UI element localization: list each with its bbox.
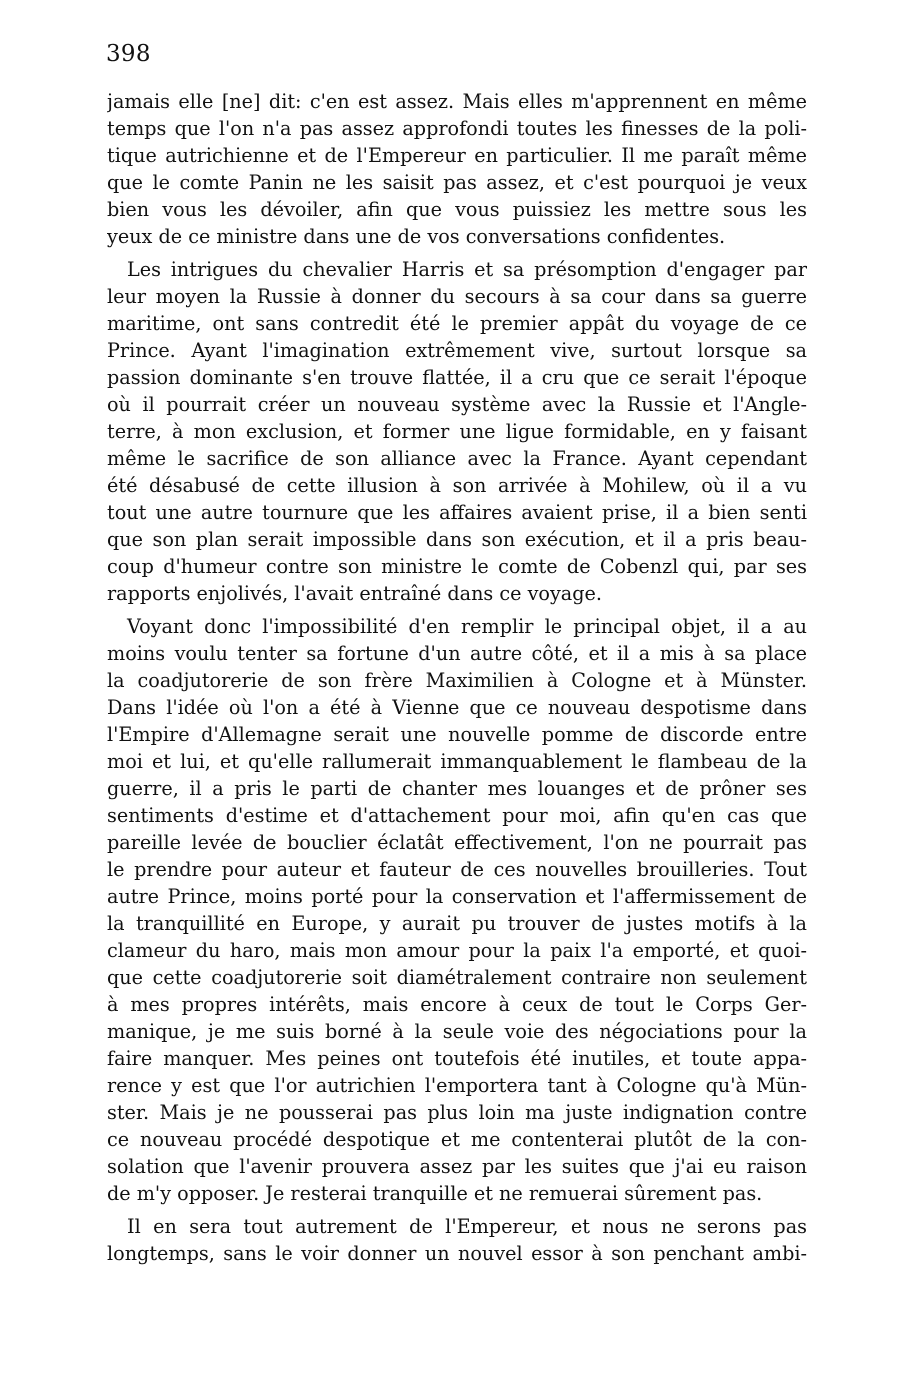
text-line: temps que l'on n'a pas assez approfondi toutes les finesses de la poli- [107,117,807,140]
text-line: le prendre pour auteur et fauteur de ces nouvelles brouilleries. Tout [107,858,807,881]
text-line: que cette coadjutorerie soit diamétralement contraire non seulement [107,966,807,989]
text-line: bien vous les dévoiler, afin que vous puissiez les mettre sous les [107,198,807,221]
text-line: Les intrigues du chevalier Harris et sa présomption d'engager par [127,258,807,281]
text-line: rapports enjolivés, l'avait entraîné dans ce voyage. [107,582,602,605]
text-line: l'Empire d'Allemagne serait une nouvelle pomme de discorde entre [107,723,807,746]
text-line: tique autrichienne et de l'Empereur en particulier. Il me paraît même [107,144,807,167]
text-line: même le sacrifice de son alliance avec la France. Ayant cependant [107,447,807,470]
paragraph-4 [107,1213,807,1267]
text-line: pareille levée de bouclier éclatât effectivement, l'on ne pourrait pas [107,831,807,854]
text-line: que le comte Panin ne les saisit pas assez, et c'est pourquoi je veux [107,171,807,194]
text-line: faire manquer. Mes peines ont toutefois été inutiles, et toute appa- [107,1047,807,1070]
text-line: jamais elle [ne] dit: c'en est assez. Mais elles m'apprennent en même [107,90,807,113]
text-line: passion dominante s'en trouve flattée, il a cru que ce serait l'époque [107,366,807,389]
text-line: la coadjutorerie de son frère Maximilien à Cologne et à Münster. [107,669,807,692]
text-line: Voyant donc l'impossibilité d'en remplir le principal objet, il a au [127,615,807,638]
text-line: coup d'humeur contre son ministre le comte de Cobenzl qui, par ses [107,555,807,578]
text-line: Dans l'idée où l'on a été à Vienne que ce nouveau despotisme dans [107,696,807,719]
text-line: moins voulu tenter sa fortune d'un autre côté, et il a mis à sa place [107,642,807,665]
text-line: rence y est que l'or autrichien l'emportera tant à Cologne qu'à Mün- [107,1074,807,1097]
paragraph-1 [107,88,807,250]
text-line: Prince. Ayant l'imagination extrêmement vive, surtout lorsque sa [107,339,807,362]
text-line: terre, à mon exclusion, et former une ligue formidable, en y faisant [107,420,807,443]
text-line: été désabusé de cette illusion à son arrivée à Mohilew, où il a vu [107,474,807,497]
text-line: manique, je me suis borné à la seule voie des négociations pour la [107,1020,807,1043]
text-line: autre Prince, moins porté pour la conservation et l'affermissement de [107,885,807,908]
text-line: moi et lui, et qu'elle rallumerait immanquablement le flambeau de la [107,750,807,773]
body-text [107,88,807,1267]
text-line: longtemps, sans le voir donner un nouvel essor à son penchant ambi- [107,1242,807,1265]
text-line: tout une autre tournure que les affaires avaient prise, il a bien senti [107,501,807,524]
text-line: ce nouveau procédé despotique et me contenterai plutôt de la con- [107,1128,807,1151]
text-line: maritime, ont sans contredit été le premier appât du voyage de ce [107,312,807,335]
text-line: Il en sera tout autrement de l'Empereur, et nous ne serons pas [127,1215,807,1238]
text-line: de m'y opposer. Je resterai tranquille et ne remuerai sûrement pas. [107,1182,763,1205]
text-line: solation que l'avenir prouvera assez par les suites que j'ai eu raison [107,1155,807,1178]
paragraph-3 [107,613,807,1207]
text-line: guerre, il a pris le parti de chanter mes louanges et de prôner ses [107,777,807,800]
text-line: que son plan serait impossible dans son exécution, et il a pris beau- [107,528,807,551]
text-line: ster. Mais je ne pousserai pas plus loin ma juste indignation contre [107,1101,807,1124]
text-line: clameur du haro, mais mon amour pour la paix l'a emporté, et quoi- [107,939,807,962]
page-number: 398 [106,41,151,67]
text-line: la tranquillité en Europe, y aurait pu trouver de justes motifs à la [107,912,807,935]
text-line: où il pourrait créer un nouveau système avec la Russie et l'Angle- [107,393,807,416]
text-line: sentiments d'estime et d'attachement pour moi, afin qu'en cas que [107,804,807,827]
text-line: yeux de ce ministre dans une de vos conversations confidentes. [107,225,726,248]
paragraph-2 [107,256,807,607]
text-line: leur moyen la Russie à donner du secours à sa cour dans sa guerre [107,285,807,308]
text-line: à mes propres intérêts, mais encore à ceux de tout le Corps Ger- [107,993,807,1016]
